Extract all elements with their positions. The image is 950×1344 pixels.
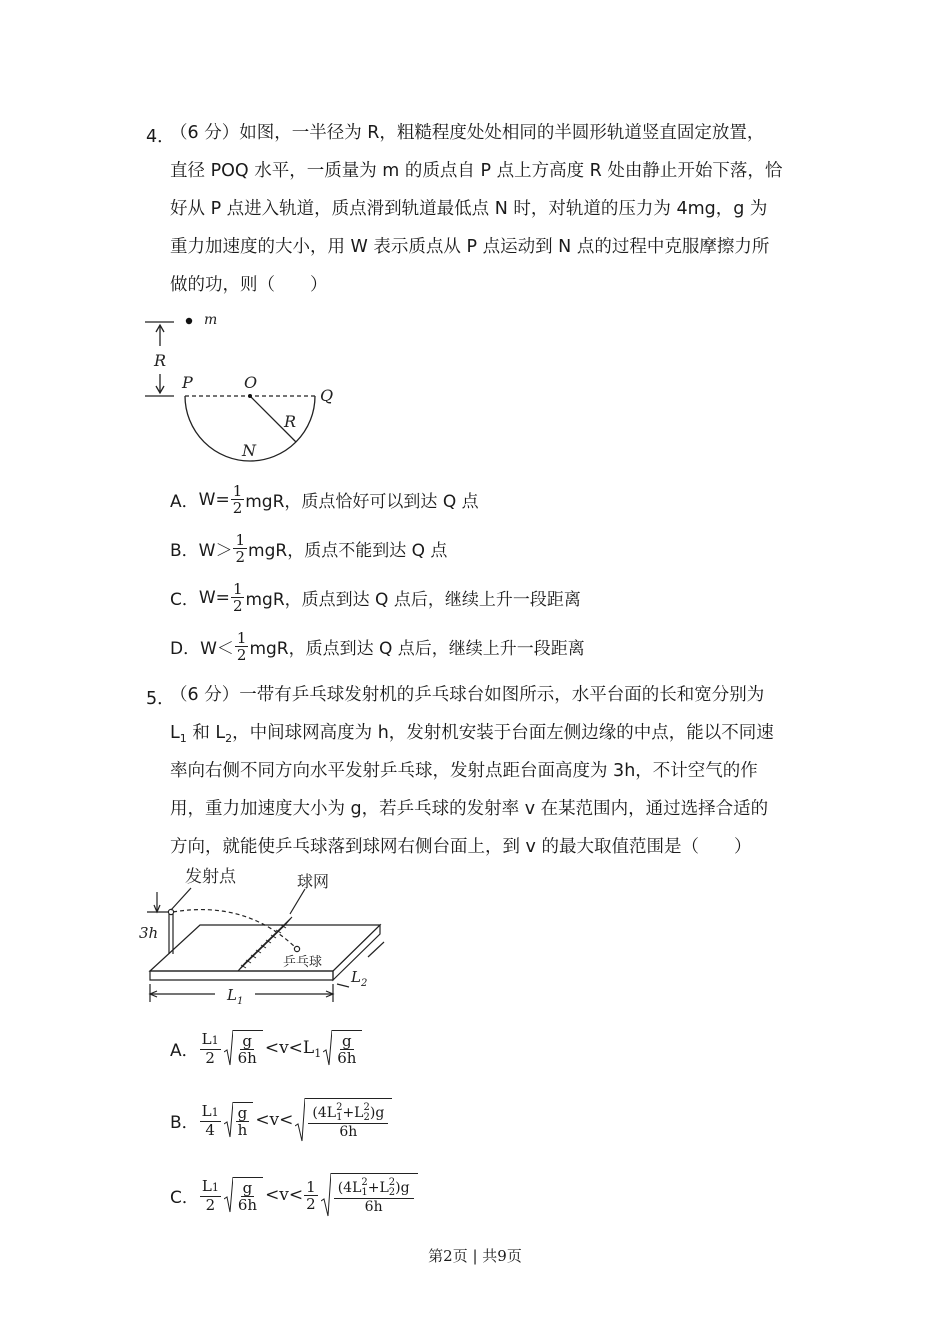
q4-option-b-letter: B． [170,541,199,561]
q5-label-ball: 乒乓球 [283,955,323,970]
q4-option-a-relation: W= [198,489,230,510]
q4-label-O: O [244,373,258,392]
q4-figure-semicircle-track [140,308,350,468]
q4-number: 4． [146,127,175,147]
q5-option-a-sqrt: $\frac{g}{6h}$ [224,1030,263,1066]
page-footer: 第2页 | 共9页 [428,1247,522,1265]
q4-label-Q: Q [320,386,334,405]
q5-option-c-sqrt: (4L 2 1 +L 2 2 )g 6h [321,1173,418,1217]
q4-option-d[interactable] [170,630,585,663]
q5-text-line-1: （6 分）一带有乒乓球发射机的乒乓球台如图所示，水平台面的长和宽分别为 [170,685,765,705]
q5-figure-ping-pong-table [135,862,390,1012]
q4-option-a-fraction: $\frac{1}{2}$ [232,482,243,517]
q4-label-R-radius: R [284,412,297,431]
q5-text-line-4: 用，重力加速度大小为 g，若乒乓球的发射率 v 在某范围内，通过选择合适的 [170,799,769,819]
q4-option-c[interactable] [170,581,581,614]
q4-label-m: m [204,312,218,328]
q5-option-b-fraction: $\frac{L1}{4}$ [201,1101,219,1139]
q5-option-b-letter: B． [170,1112,199,1133]
q4-option-d-relation: W＜ [200,639,234,659]
q5-label-L2: $L_2$ [351,968,368,989]
q4-option-c-letter: C． [170,590,199,610]
q4-option-d-text: mgR，质点到达 Q 点后，继续上升一段距离 [249,639,585,659]
q4-option-c-relation: W= [198,587,230,608]
q4-label-P: P [182,373,193,392]
q4-option-a[interactable] [170,483,479,516]
q5-label-net: 球网 [297,872,330,891]
q5-label-L1: $L_1$ [227,986,244,1007]
q5-option-c-letter: C． [170,1187,199,1208]
q5-option-a[interactable]: A． $\frac{L1}{2}$ $\frac{g}{6h}$ <v< $L_1$ $\frac{g}{6h}$ [170,1030,364,1066]
q4-option-d-fraction: $\frac{1}{2}$ [236,629,247,664]
q4-text-line-1: （6 分）如图，一半径为 R，粗糙程度处处相同的半圆形轨道竖直固定放置， [170,123,765,143]
q4-option-b-text: mgR，质点不能到达 Q 点 [248,541,448,561]
q4-option-a-text: mgR，质点恰好可以到达 Q 点 [245,492,479,512]
q4-text-line-3: 好从 P 点进入轨道，质点滑到轨道最低点 N 时，对轨道的压力为 4mg，g 为 [170,199,768,219]
q5-option-a-fraction: $\frac{L1}{2}$ [201,1029,219,1067]
q5-number: 5． [146,689,175,709]
q4-text-line-2: 直径 POQ 水平，一质量为 m 的质点自 P 点上方高度 R 处由静止开始下落，恰 [170,161,783,181]
q4-text-line-5: 做的功，则（ ） [170,275,328,295]
q4-option-a-letter: A． [170,492,199,512]
q4-option-b[interactable] [170,532,447,565]
q5-option-b-sqrt: (4L 2 1 +L 2 2 )g 6h [295,1098,392,1142]
q5-label-3h: 3h [139,924,159,942]
q5-option-b[interactable]: B． $\frac{L1}{4}$ $\frac{g}{h}$ <v< (4L 2 1 +L 2 2 )g 6h [170,1098,394,1142]
q5-option-c[interactable]: C． $\frac{L1}{2}$ $\frac{g}{6h}$ <v< $\frac{1}{2}$ (4L 2 1 +L 2 2 )g 6h [170,1173,420,1217]
q5-text-line-5: 方向，就能使乒乓球落到球网右侧台面上，到 v 的最大取值范围是（ ） [170,837,752,857]
q5-text-line-2: $L_1$ 和 $L_2$，中间球网高度为 h，发射机安装于台面左侧边缘的中点，能以不同速 [170,723,774,745]
q4-option-d-letter: D． [170,639,201,659]
q5-option-c-fraction: $\frac{L1}{2}$ [201,1176,219,1214]
q4-option-c-fraction: $\frac{1}{2}$ [232,580,243,615]
q5-text-line-3: 率向右侧不同方向水平发射乒乓球，发射点距台面高度为 3h，不计空气的作 [170,761,758,781]
q4-label-R-height: R [154,351,167,370]
q4-option-b-fraction: $\frac{1}{2}$ [235,531,246,566]
q5-option-a-letter: A． [170,1040,199,1061]
q4-label-N: N [242,441,256,460]
q4-option-c-text: mgR，质点到达 Q 点后，继续上升一段距离 [245,590,581,610]
q4-option-b-relation: W＞ [198,541,233,561]
q5-label-launch-point: 发射点 [185,867,236,887]
q4-text-line-4: 重力加速度的大小，用 W 表示质点从 P 点运动到 N 点的过程中克服摩擦力所 [170,237,770,257]
